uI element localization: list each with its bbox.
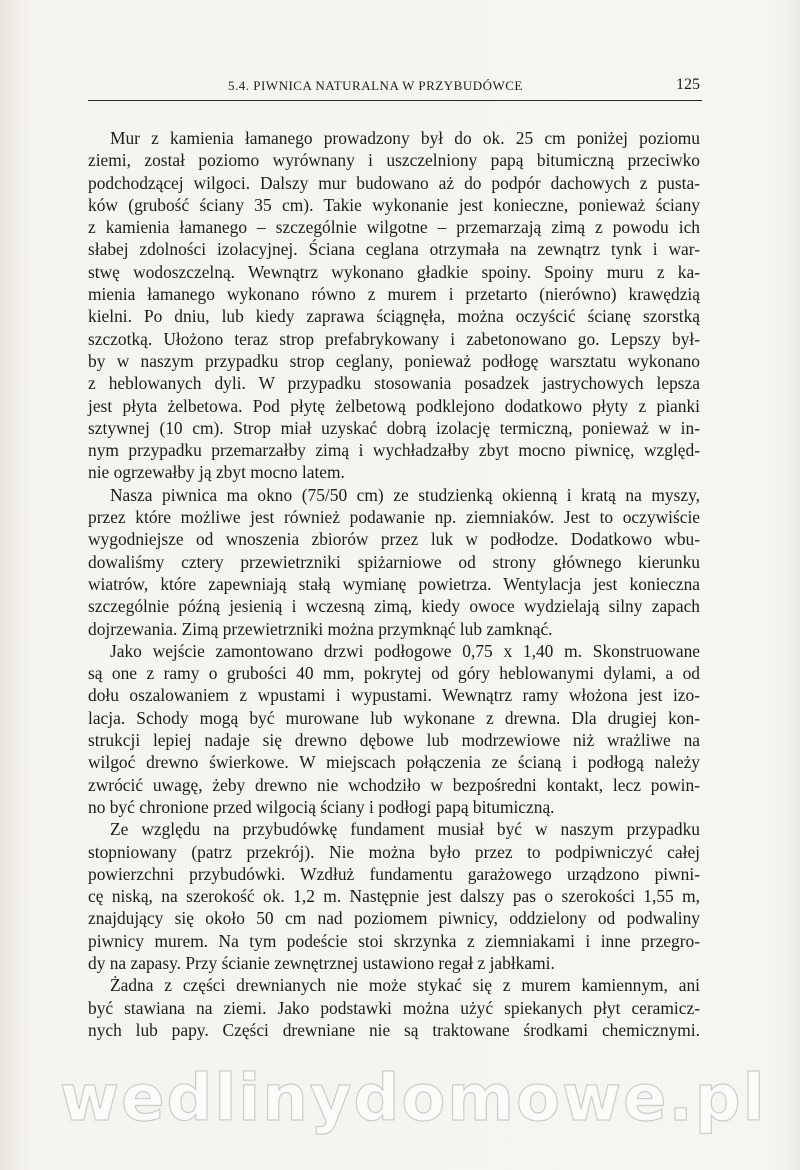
text-line: no być chronione przed wilgocią ściany i podłogi papą bitumiczną. bbox=[88, 796, 555, 817]
text-line: ków (grubość ściany 35 cm). Takie wykonanie jest konieczne, ponieważ ściany bbox=[88, 194, 700, 215]
text-line: kielni. Po dniu, lub kiedy zaprawa ściągnęła, można oczyścić ścianę szorstką bbox=[88, 306, 700, 327]
text-line: nym przypadku przemarzałby zimą i wychładzałby zbyt mocno piwnicę, względ- bbox=[88, 440, 700, 461]
paragraph bbox=[88, 974, 700, 1041]
body-text bbox=[88, 127, 700, 1041]
text-line: ziemi, został poziomo wyrównany i uszczelniony papą bitumiczną przeciwko bbox=[88, 150, 700, 171]
text-line: dy na zapasy. Przy ścianie zewnętrznej ustawiono regał z jabłkami. bbox=[88, 952, 555, 973]
running-head: 5.4. PIWNICA NATURALNA W PRZYBUDÓWCE bbox=[228, 78, 523, 93]
text-line: nie ogrzewałby ją zbyt mocno latem. bbox=[88, 462, 345, 483]
text-line: powierzchni przybudówki. Wzdłuż fundamentu garażowego urządzono piwni- bbox=[88, 863, 700, 884]
text-line: Ze względu na przybudówkę fundament musiał być w naszym przypadku bbox=[110, 819, 700, 840]
text-line: wilgoć drewno świerkowe. W miejscach połączenia ze ścianą i podłogą należy bbox=[88, 752, 700, 773]
text-line: wiatrów, które zapewniają stałą wymianę powietrza. Wentylacja jest konieczna bbox=[88, 573, 700, 594]
text-line: sztywnej (10 cm). Strop miał uzyskać dobrą izolację termiczną, ponieważ w in- bbox=[88, 417, 700, 438]
text-line: cę niską, na szerokość ok. 1,2 m. Następnie jest dalszy pas o szerokości 1,55 m, bbox=[88, 886, 700, 907]
text-line: Nasza piwnica ma okno (75/50 cm) ze studzienką okienną i kratą na myszy, bbox=[110, 484, 700, 505]
text-line: stwę wodoszczelną. Wewnątrz wykonano gładkie spoiny. Spoiny muru z ka- bbox=[88, 261, 700, 282]
text-line: strukcji lepiej nadaje się drewno dębowe lub modrzewiowe niż wrażliwe na bbox=[88, 730, 700, 751]
text-line: być stawiana na ziemi. Jako podstawki można użyć spiekanych płyt ceramicz- bbox=[88, 997, 700, 1018]
text-line: dowaliśmy cztery przewietrzniki spiżarniowe od strony głównego kierunku bbox=[88, 551, 700, 572]
text-line: z kamienia łamanego – szczególnie wilgotne – przemarzają zimą z powodu ich bbox=[88, 217, 700, 238]
text-line: z heblowanych dyli. W przypadku stosowania posadzek jastrychowych lepsza bbox=[88, 373, 700, 394]
text-line: dołu oszalowaniem z wpustami i wypustami. Wewnątrz ramy włożona jest izo- bbox=[88, 685, 700, 706]
text-line: Jako wejście zamontowano drzwi podłogowe 0,75 x 1,40 m. Skonstruowane bbox=[110, 640, 700, 661]
text-line: zwrócić uwagę, żeby drewno nie wchodziło w bezpośredni kontakt, lecz powin- bbox=[88, 774, 700, 795]
text-line: szczególnie późną jesienią i wczesną zimą, kiedy owoce wydzielają silny zapach bbox=[88, 596, 700, 617]
text-line: piwnicy murem. Na tym podeście stoi skrzynka z ziemniakami i inne przegro- bbox=[88, 930, 700, 951]
page-header bbox=[88, 76, 702, 101]
watermark: wedlinydomowe.pl bbox=[60, 1062, 767, 1136]
text-line: mienia łamanego wykonano równo z murem i przetarto (nierówno) krawędzią bbox=[88, 284, 700, 305]
text-line: są one z ramy o grubości 40 mm, pokrytej od góry heblowanymi dylami, a od bbox=[88, 663, 700, 684]
text-line: podchodzącej wilgoci. Dalszy mur budowano aż do podpór dachowych z pusta- bbox=[88, 172, 700, 193]
text-line: słabej zdolności izolacyjnej. Ściana ceglana otrzymała na zewnątrz tynk i war- bbox=[88, 239, 700, 260]
page-number: 125 bbox=[676, 76, 700, 93]
text-line: jest płyta żelbetowa. Pod płytę żelbetową podklejono dodatkowo płyty z pianki bbox=[88, 395, 700, 416]
paragraph bbox=[88, 640, 700, 818]
text-line: wygodniejsze od wnoszenia zbiorów przez luk w podłodze. Dodatkowo wbu- bbox=[88, 529, 700, 550]
text-line: lacja. Schody mogą być murowane lub wykonane z drewna. Dla drugiej kon- bbox=[88, 707, 700, 728]
text-line: dojrzewania. Zimą przewietrzniki można przymknąć lub zamknąć. bbox=[88, 618, 553, 639]
text-line: nych lub papy. Części drewniane nie są traktowane środkami chemicznymi. bbox=[88, 1019, 700, 1040]
text-line: znajdujący się około 50 cm nad poziomem piwnicy, oddzielony od podwaliny bbox=[88, 908, 700, 929]
text-line: Żadna z części drewnianych nie może stykać się z murem kamiennym, ani bbox=[110, 975, 700, 996]
paragraph bbox=[88, 818, 700, 974]
paragraph bbox=[88, 484, 700, 640]
text-line: by w naszym przypadku strop ceglany, ponieważ podłogę warsztatu wykonano bbox=[88, 350, 700, 371]
paragraph bbox=[88, 127, 700, 484]
text-line: przez które możliwe jest również podawanie np. ziemniaków. Jest to oczywiście bbox=[88, 507, 700, 528]
text-line: Mur z kamienia łamanego prowadzony był do ok. 25 cm poniżej poziomu bbox=[110, 128, 700, 148]
text-line: stopniowany (patrz przekrój). Nie można było przez to podpiwniczyć całej bbox=[88, 841, 700, 862]
text-line: szczotką. Ułożono teraz strop prefabrykowany i zabetonowano go. Lepszy był- bbox=[88, 328, 700, 349]
